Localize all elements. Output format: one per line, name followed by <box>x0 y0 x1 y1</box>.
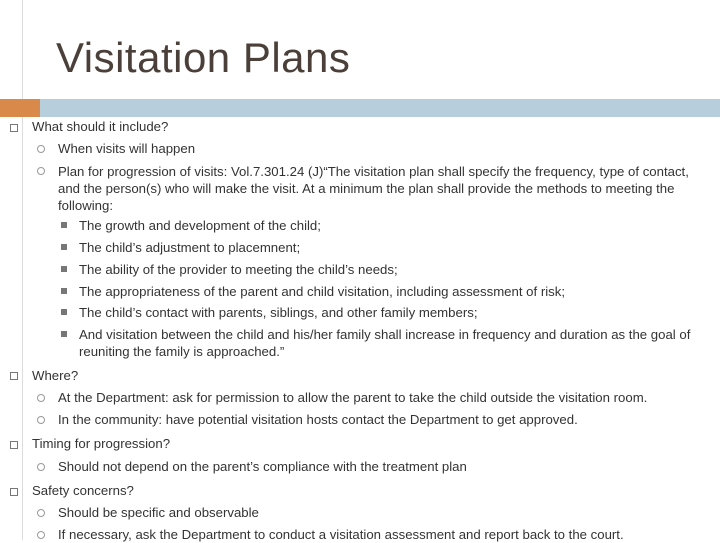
list-item: At the Department: ask for permission to allow the parent to take the child outside the visitation room. <box>58 390 648 405</box>
square-bullet-icon <box>10 441 18 449</box>
sub-list-item: The ability of the provider to meeting the child’s needs; <box>79 262 398 277</box>
circle-bullet-icon <box>37 463 45 471</box>
list-item: Plan for progression of visits: Vol.7.301.24 (J)“The visitation plan shall specify the frequency, type of contact, and the person(s) who will make the visit. At a minimum the plan shall provide the methods to meeting the following: <box>58 164 689 213</box>
circle-bullet-icon <box>37 509 45 517</box>
square-bullet-icon <box>10 124 18 132</box>
circle-bullet-icon <box>37 531 45 539</box>
circle-bullet-icon <box>37 167 45 175</box>
filled-square-bullet-icon <box>61 331 67 337</box>
section-heading-safety: Safety concerns? <box>32 483 134 498</box>
circle-bullet-icon <box>37 145 45 153</box>
square-bullet-icon <box>10 372 18 380</box>
sub-list-item: And visitation between the child and his/her family shall increase in frequency and duration as the goal of reuniting the family is approached.” <box>79 327 691 359</box>
filled-square-bullet-icon <box>61 222 67 228</box>
sub-list-item: The child’s adjustment to placemnent; <box>79 240 301 255</box>
filled-square-bullet-icon <box>61 266 67 272</box>
section-heading-timing: Timing for progression? <box>32 436 171 451</box>
filled-square-bullet-icon <box>61 309 67 315</box>
list-item: When visits will happen <box>58 141 196 156</box>
list-item: In the community: have potential visitation hosts contact the Department to get approved. <box>58 412 578 427</box>
slide-title: Visitation Plans <box>56 34 351 81</box>
list-item: Should be specific and observable <box>58 505 259 520</box>
sub-list-item: The child’s contact with parents, siblings, and other family members; <box>79 305 478 320</box>
list-item: If necessary, ask the Department to conduct a visitation assessment and report back to the court. <box>58 527 624 542</box>
square-bullet-icon <box>10 488 18 496</box>
list-item: Should not depend on the parent’s compliance with the treatment plan <box>58 459 467 474</box>
circle-bullet-icon <box>37 394 45 402</box>
sub-list-item: The appropriateness of the parent and child visitation, including assessment of risk; <box>79 284 566 299</box>
circle-bullet-icon <box>37 416 45 424</box>
section-heading-include: What should it include? <box>32 119 169 134</box>
filled-square-bullet-icon <box>61 288 67 294</box>
section-heading-where: Where? <box>32 368 79 383</box>
filled-square-bullet-icon <box>61 244 67 250</box>
sub-list-item: The growth and development of the child; <box>79 218 321 233</box>
